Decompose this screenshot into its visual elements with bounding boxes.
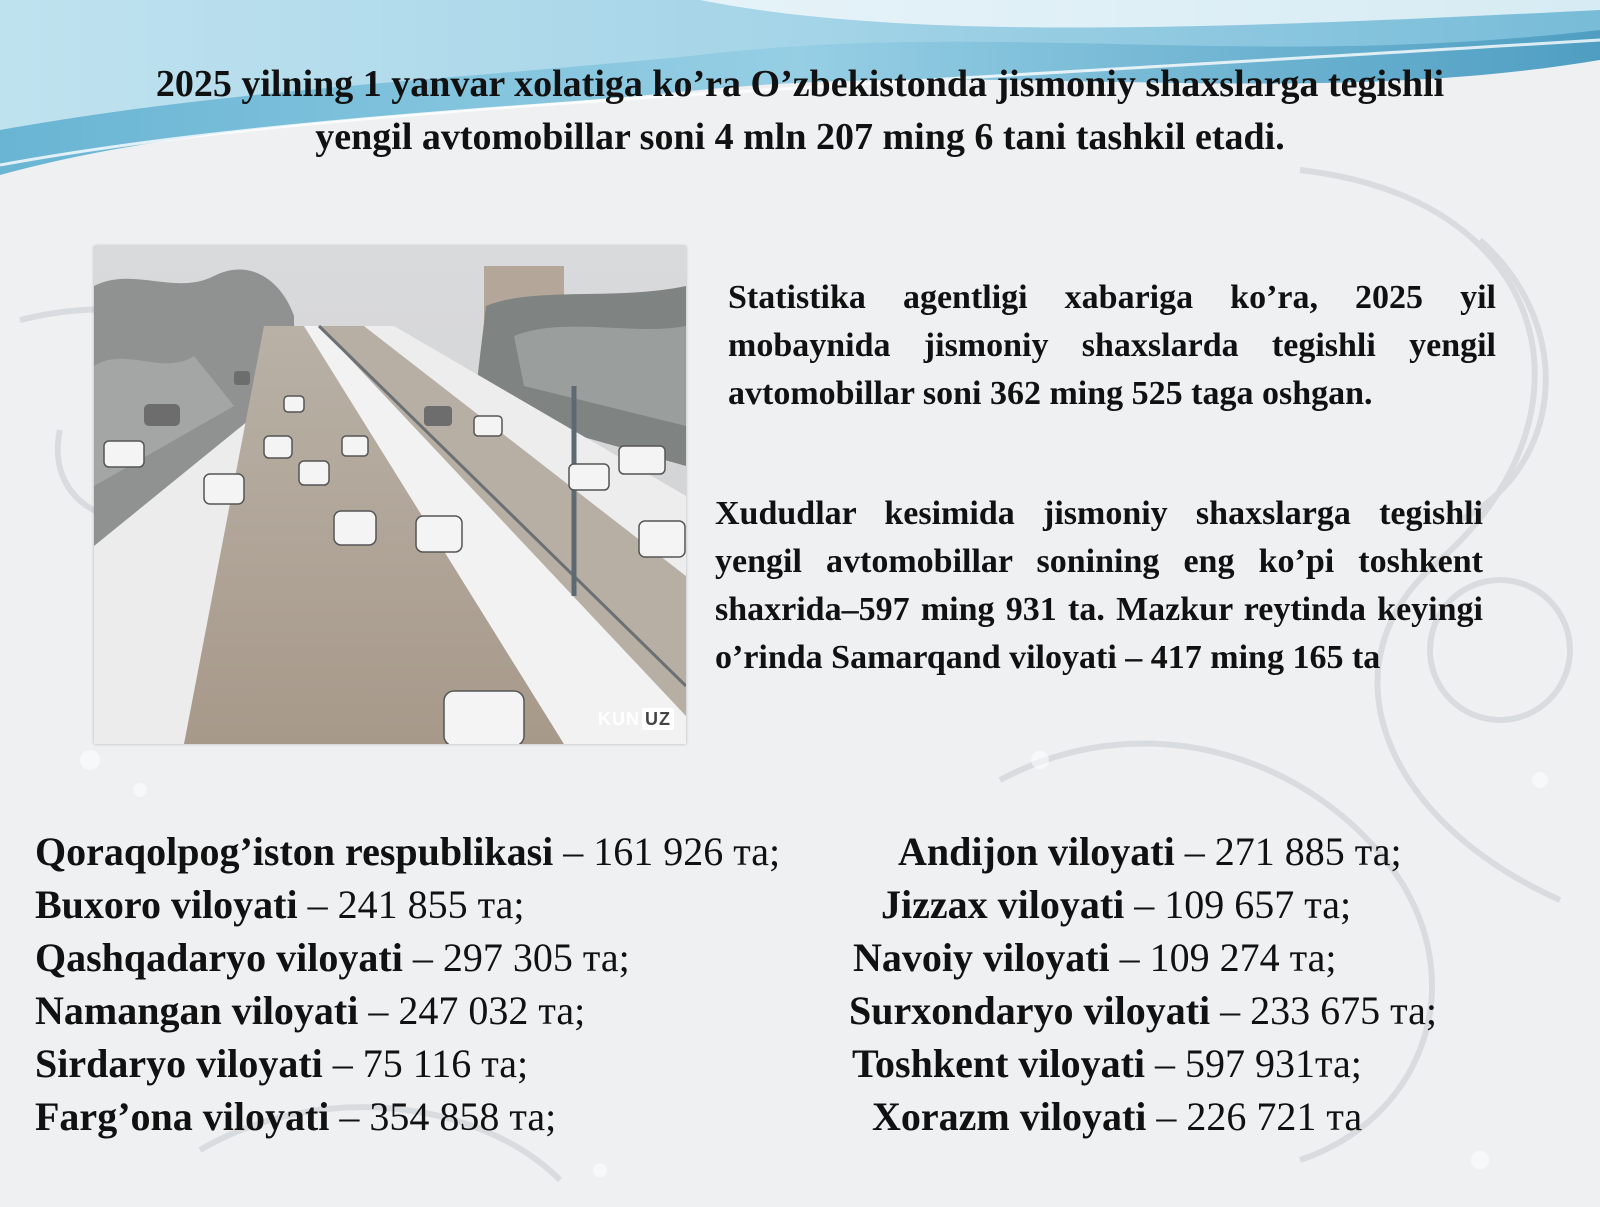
region-name: Namangan viloyati <box>35 988 359 1033</box>
region-row <box>35 1039 528 1089</box>
region-value: – 226 721 та <box>1146 1094 1363 1139</box>
region-row <box>35 986 585 1036</box>
region-name: Jizzax viloyati <box>881 882 1125 927</box>
region-value: – 247 032 та; <box>358 988 586 1033</box>
region-row <box>881 880 1351 930</box>
page-title: 2025 yilning 1 yanvar xolatiga ko’ra O’zbekistonda jismoniy shaxslarga tegishli yengil avtomobillar soni 4 mln 207 ming 6 tani tashkil etadi. <box>155 63 1445 158</box>
region-name: Buxoro viloyati <box>35 882 298 927</box>
region-value: – 241 855 та; <box>297 882 525 927</box>
photo-watermark <box>598 709 674 730</box>
region-row <box>852 1039 1362 1089</box>
region-name: Xorazm viloyati <box>872 1094 1147 1139</box>
snowy-road-photo <box>94 246 686 744</box>
region-row <box>872 1092 1362 1142</box>
region-name: Navoiy viloyati <box>853 935 1110 980</box>
region-row <box>35 1092 556 1142</box>
region-row <box>849 986 1437 1036</box>
region-value: – 233 675 та; <box>1210 988 1437 1033</box>
region-name: Farg’ona viloyati <box>35 1094 340 1139</box>
region-value: – 297 305 та; <box>402 935 630 980</box>
region-name: Qoraqolpog’iston respublikasi <box>35 829 554 874</box>
region-value: – 354 858 та; <box>339 1094 557 1139</box>
region-name: Toshkent viloyati <box>852 1041 1146 1086</box>
region-row <box>853 933 1337 983</box>
watermark-kun: KUN <box>598 709 640 729</box>
region-row <box>35 933 630 983</box>
paragraph-regions: Xududlar kesimida jismoniy shaxslarga tegishli yengil avtomobillar sonining eng ko’pi toshkent shaxrida–597 ming 931 ta. Mazkur reytinda keyingi o’rinda Samarqand viloyati – 417 ming 165 ta <box>715 495 1483 676</box>
region-name: Qashqadaryo viloyati <box>35 935 403 980</box>
region-value: – 161 926 та; <box>553 829 781 874</box>
region-name: Sirdaryo viloyati <box>35 1041 323 1086</box>
watermark-uz: UZ <box>642 708 674 730</box>
region-row <box>35 827 780 877</box>
region-row <box>35 880 524 930</box>
region-value: – 109 274 та; <box>1109 935 1337 980</box>
region-name: Andijon viloyati <box>898 829 1175 874</box>
region-name: Surxondaryo viloyati <box>849 988 1211 1033</box>
region-row <box>898 827 1402 877</box>
region-value: – 271 885 та; <box>1174 829 1402 874</box>
region-value: – 109 657 та; <box>1124 882 1352 927</box>
region-value: – 75 116 та; <box>322 1041 529 1086</box>
paragraph-statistics: Statistika agentligi xabariga ko’ra, 2025 yil mobaynida jismoniy shaxslarda tegishli yengil avtomobillar soni 362 ming 525 taga oshgan. <box>728 279 1496 412</box>
region-value: – 597 931та; <box>1145 1041 1362 1086</box>
region-statistics <box>0 827 1600 1207</box>
